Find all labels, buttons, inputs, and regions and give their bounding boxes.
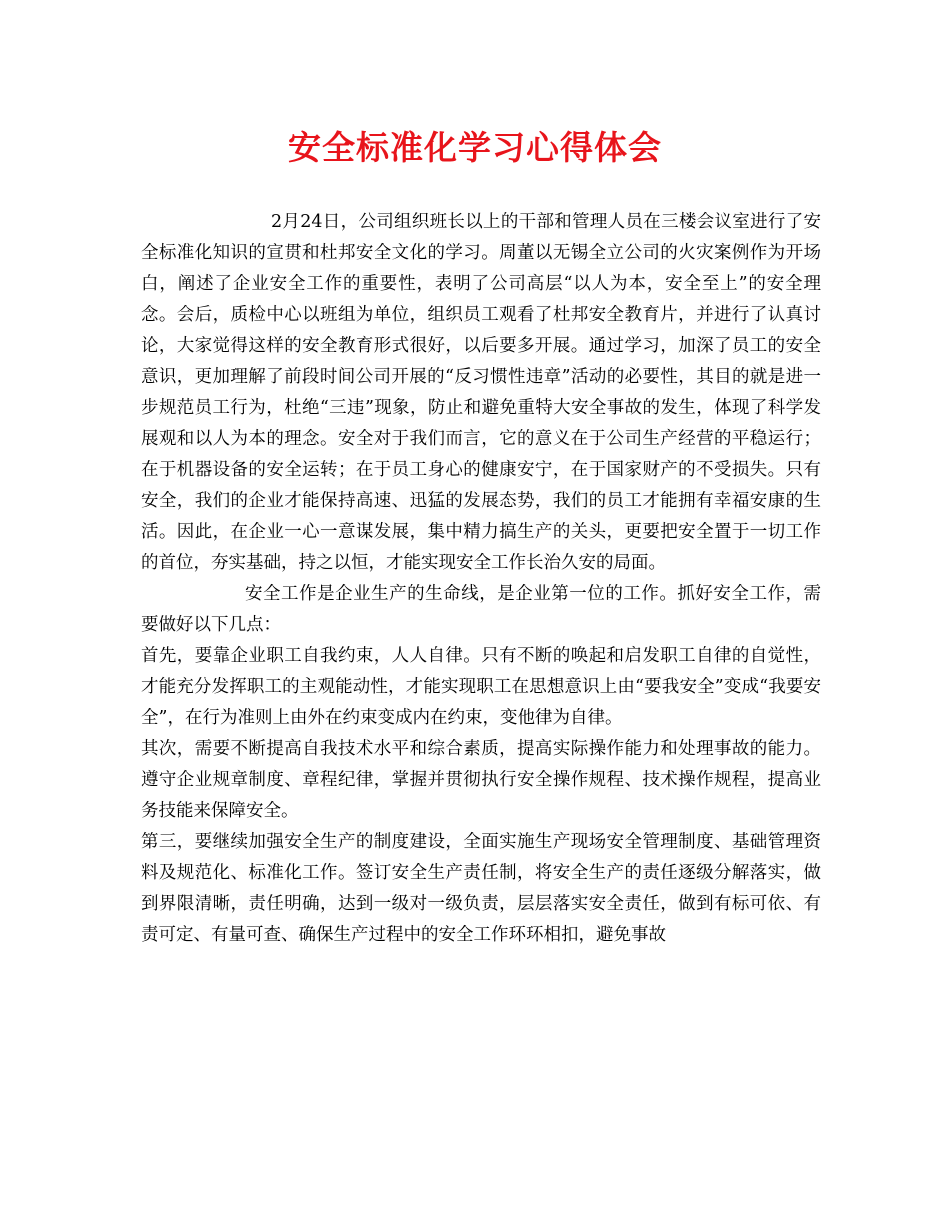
paragraph-3: 首先，要靠企业职工自我约束，人人自律。只有不断的唤起和启发职工自律的自觉性，才能充分发挥职工的主观能动性，才能实现职工在思想意识上由“要我安全”变成“我要安全”，在行为准则上由外在约束变成内在约束，变他律为自律。 — [141, 646, 821, 728]
document-body — [141, 207, 821, 951]
paragraph-5: 第三，要继续加强安全生产的制度建设，全面实施生产现场安全管理制度、基础管理资料及规范化、标准化工作。签订安全生产责任制，将安全生产的责任逐级分解落实，做到界限清晰，责任明确，达到一级对一级负责，层层落实安全责任，做到有标可依、有责可定、有量可查、确保生产过程中的安全工作环环相扣，避免事故 — [141, 832, 821, 945]
document-title: 安全标准化学习心得体会 — [288, 128, 662, 167]
paragraph-4: 其次，需要不断提高自我技术水平和综合素质，提高实际操作能力和处理事故的能力。遵守企业规章制度、章程纪律，掌握并贯彻执行安全操作规程、技术操作规程，提高业务技能来保障安全。 — [141, 739, 821, 821]
paragraph-1: 2月24日，公司组织班长以上的干部和管理人员在三楼会议室进行了安全标准化知识的宣贯和杜邦安全文化的学习。周董以无锡全立公司的火灾案例作为开场白，阐述了企业安全工作的重要性，表明了公司高层“以人为本，安全至上”的安全理念。会后，质检中心以班组为单位，组织员工观看了杜邦安全教育片，并进行了认真讨论，大家觉得这样的安全教育形式很好，以后要多开展。通过学习，加深了员工的安全意识，更加理解了前段时间公司开展的“反习惯性违章”活动的必要性，其目的就是进一步规范员工行为，杜绝“三违”现象，防止和避免重特大安全事故的发生，体现了科学发展观和以人为本的理念。安全对于我们而言，它的意义在于公司生产经营的平稳运行；在于机器设备的安全运转；在于员工身心的健康安宁，在于国家财产的不受损失。只有安全，我们的企业才能保持高速、迅猛的发展态势，我们的员工才能拥有幸福安康的生活。因此，在企业一心一意谋发展，集中精力搞生产的关头，更要把安全置于一切工作的首位，夯实基础，持之以恒，才能实现安全工作长治久安的局面。 — [141, 212, 821, 573]
paragraph-2: 安全工作是企业生产的生命线，是企业第一位的工作。抓好安全工作，需要做好以下几点： — [141, 584, 821, 635]
